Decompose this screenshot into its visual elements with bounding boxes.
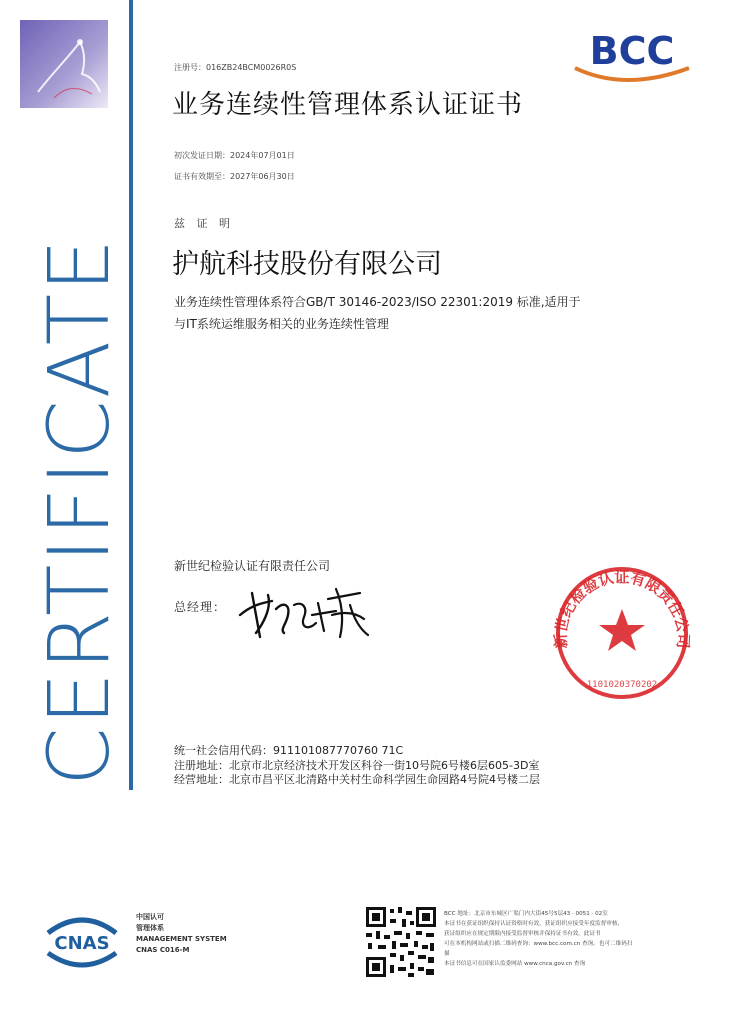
footer-note-1: BCC 地址：北京市东城区广渠门内大街45号5层43 · 0051 · 02室	[444, 911, 608, 917]
scope-line-2: 与IT系统运维服务相关的业务连续性管理	[174, 317, 389, 331]
footer-note-5: 本证书信息可在国家认监委网站 www.cnca.gov.cn 查询	[444, 961, 586, 967]
decorative-logo	[20, 20, 108, 108]
general-manager-label: 总经理：	[174, 600, 227, 614]
issue-date: 初次发证日期：2024年07月01日	[174, 151, 295, 160]
cnas-line-2: 管理体系	[136, 924, 164, 932]
bcc-logo	[565, 28, 699, 88]
cnas-line-1: 中国认可	[136, 913, 164, 921]
credit-code: 统一社会信用代码：911101087770760 71C	[174, 744, 404, 757]
registration-number: 注册号：016ZB24BCM0026R0S	[174, 63, 297, 72]
seal-number: 1101020370202	[586, 680, 658, 690]
footer-note-3: 获证组织应在规定期限内接受监督审核并保持证书有效。此证书	[444, 931, 601, 937]
company-name: 护航科技股份有限公司	[172, 249, 442, 280]
qr-code[interactable]	[364, 905, 438, 979]
footer-note-4: 可在本机构网站或扫描二维码查询：www.bcc.com.cn 查询。也可二维码扫描	[444, 941, 633, 957]
company-seal	[544, 563, 700, 703]
cnas-line-4: CNAS C016-M	[136, 946, 190, 954]
bcc-logo-text: BCC	[589, 29, 675, 73]
cnas-text	[136, 912, 227, 956]
cnas-logo-text: CNAS	[54, 933, 110, 954]
cnas-line-3: MANAGEMENT SYSTEM	[136, 935, 227, 943]
vertical-divider	[129, 0, 133, 790]
footer-note-2: 本证书在获证组织保持认证资格时有效，获证组织应接受年度监督审核，	[444, 921, 624, 927]
issuer-name: 新世纪检验认证有限责任公司	[174, 559, 331, 573]
certificate-title: 业务连续性管理体系认证证书	[172, 90, 524, 120]
handwritten-signature	[232, 575, 372, 645]
footer-notes	[444, 909, 634, 969]
certify-label: 兹 证 明	[174, 217, 234, 230]
seal-text: 新世纪检验认证有限责任公司	[551, 568, 693, 649]
certification-scope	[174, 291, 644, 335]
registered-address: 注册地址：北京市北京经济技术开发区科谷一街10号院6号楼6层605-3D室	[174, 759, 540, 772]
valid-until-date: 证书有效期至：2027年06月30日	[174, 172, 295, 181]
cnas-logo	[34, 905, 130, 975]
operating-address: 经营地址：北京市昌平区北清路中关村生命科学园生命园路4号院4号楼二层	[174, 773, 540, 786]
scope-line-1: 业务连续性管理体系符合GB/T 30146-2023/ISO 22301:2019 标准,适用于	[174, 295, 581, 309]
vertical-certificate-word: CERTIFICATE	[30, 236, 128, 786]
